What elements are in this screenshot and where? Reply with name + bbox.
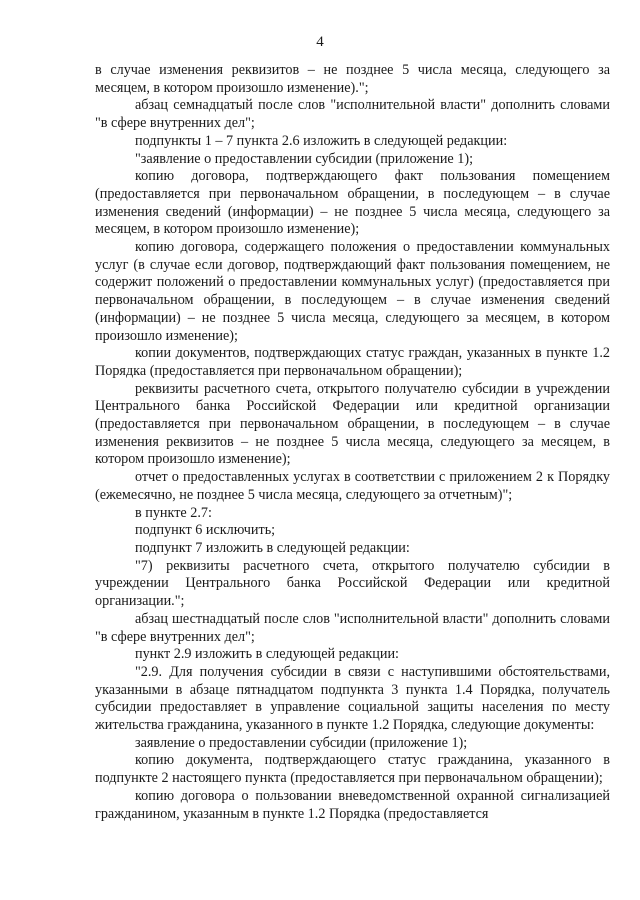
document-body xyxy=(95,62,610,823)
paragraph: "заявление о предоставлении субсидии (приложение 1); xyxy=(135,150,474,167)
paragraph: подпункт 6 исключить; xyxy=(135,522,276,539)
paragraph: отчет о предоставленных услугах в соответствии с приложением 2 к Порядку (ежемесячно, не позднее 5 числа месяца, следующего за отчетным)"; xyxy=(95,469,610,503)
paragraph: абзац шестнадцатый после слов "исполнительной власти" дополнить словами "в сфере внутренних дел"; xyxy=(95,610,610,645)
paragraph: копии документов, подтверждающих статус граждан, указанных в пункте 1.2 Порядка (предоставляется при первоначальном обращении); xyxy=(95,345,610,379)
paragraph: заявление о предоставлении субсидии (приложение 1); xyxy=(135,734,468,751)
paragraph: "7) реквизиты расчетного счета, открытого получателю субсидии в учреждении Центрального банка Российской Федерации или кредитной организации."; xyxy=(95,557,610,610)
paragraph: в пункте 2.7: xyxy=(135,504,212,521)
paragraph: копию документа, подтверждающего статус гражданина, указанного в подпункте 2 настоящего пункта (предоставляется при первоначальном обращении); xyxy=(95,752,610,787)
paragraph: копию договора, подтверждающего факт пользования помещением (предоставляется при первоначальном обращении, в последующем – в случае изменения сведений (информации) – не позднее 5 числа месяца, следующего за месяцем, в котором произошло изменение); xyxy=(95,168,610,238)
page-number: 4 xyxy=(316,34,324,50)
paragraph: копию договора, содержащего положения о предоставлении коммунальных услуг (в случае если договор, подтверждающий факт пользования помещением, не содержит положений о предоставлении коммунальных услуг) (предоставляется при первоначальном обращении, в последующем – в случае изменения сведений (информации) – не позднее 5 числа месяца, следующего за месяцем, в котором произошло изменение); xyxy=(95,239,610,344)
paragraph: реквизиты расчетного счета, открытого получателю субсидии в учреждении Центрального банка Российской Федерации или кредитной организации (предоставляется при первоначальном обращении, в последующем – в случае изменения реквизитов – не позднее 5 числа месяца, следующего за месяцем, в котором произошло изменение); xyxy=(95,380,610,468)
paragraph: подпункт 7 изложить в следующей редакции: xyxy=(135,539,410,556)
paragraph: подпункты 1 – 7 пункта 2.6 изложить в следующей редакции: xyxy=(135,132,508,149)
paragraph: пункт 2.9 изложить в следующей редакции: xyxy=(135,646,399,663)
paragraph: копию договора о пользовании вневедомственной охранной сигнализацией гражданином, указанным в пункте 1.2 Порядка (предоставляется xyxy=(95,787,610,822)
paragraph: "2.9. Для получения субсидии в связи с наступившими обстоятельствами, указанными в абзаце пятнадцатом подпункта 3 пункта 1.4 Порядка, получатель субсидии предоставляет в управление социальной защиты населения по месту жительства гражданина, указанного в пункте 1.2 Порядка, следующие документы: xyxy=(95,663,610,734)
paragraph: в случае изменения реквизитов – не позднее 5 числа месяца, следующего за месяцем, в котором произошло изменение)."; xyxy=(95,62,610,96)
paragraph: абзац семнадцатый после слов "исполнительной власти" дополнить словами "в сфере внутренних дел"; xyxy=(95,97,610,132)
